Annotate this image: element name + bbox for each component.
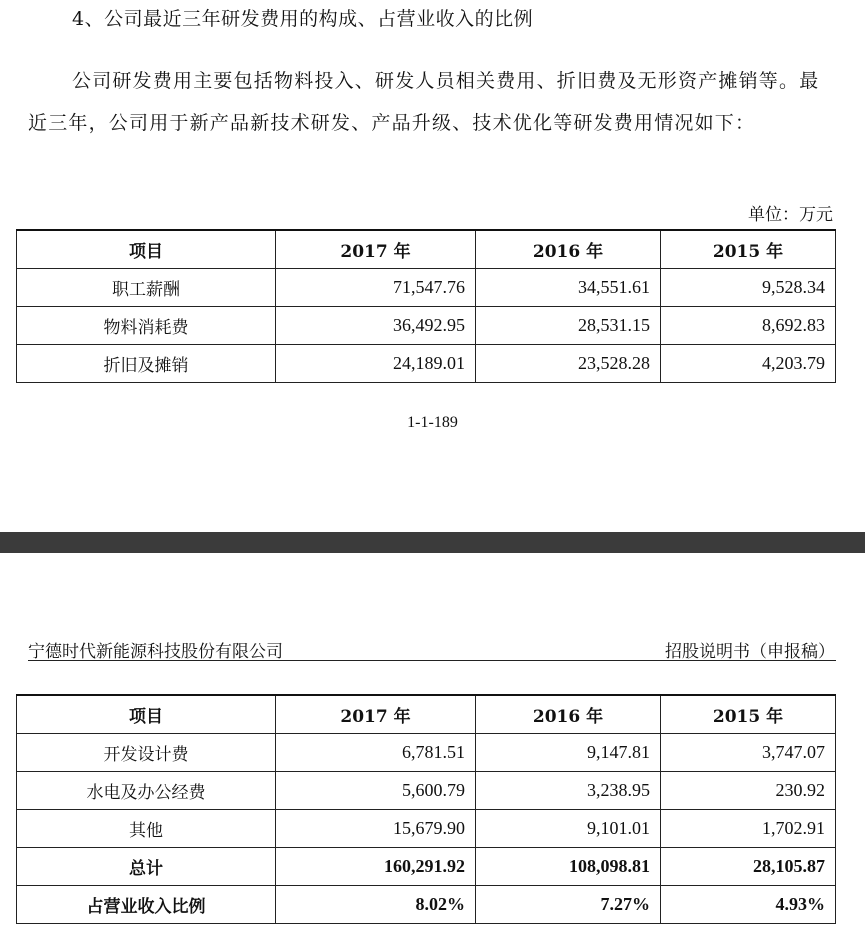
cell-2015: 3,747.07	[661, 734, 836, 772]
revenue-ratio-row	[17, 886, 836, 924]
table-row	[17, 772, 836, 810]
document-type-header: 招股说明书（申报稿）	[665, 642, 835, 662]
header-2016: 2016 年	[476, 230, 661, 269]
row-label: 其他	[17, 810, 276, 848]
total-label: 总计	[17, 848, 276, 886]
cell-2016: 23,528.28	[476, 345, 661, 383]
header-2015: 2015 年	[661, 695, 836, 734]
company-name-header: 宁德时代新能源科技股份有限公司	[28, 642, 283, 662]
cell-2016: 9,147.81	[476, 734, 661, 772]
cell-2015: 1,702.91	[661, 810, 836, 848]
header-rule	[28, 660, 836, 661]
section-heading: 4、公司最近三年研发费用的构成、占营业收入的比例	[72, 8, 534, 30]
unit-label: 单位：万元	[748, 205, 833, 225]
table-header-row	[17, 230, 836, 269]
cell-2016: 34,551.61	[476, 269, 661, 307]
cell-2015: 230.92	[661, 772, 836, 810]
table-header-row	[17, 695, 836, 734]
ratio-2016: 7.27%	[476, 886, 661, 924]
header-2017: 2017 年	[276, 230, 476, 269]
cell-2015: 4,203.79	[661, 345, 836, 383]
paragraph-text: 公司研发费用主要包括物料投入、研发人员相关费用、折旧费及无形资产摊销等。最近三年，公司用于新产品新技术研发、产品升级、技术优化等研发费用情况如下：	[28, 70, 820, 134]
page-number: 1-1-189	[407, 414, 458, 431]
row-label: 职工薪酬	[17, 269, 276, 307]
rd-expense-table-part2	[16, 694, 836, 924]
total-2015: 28,105.87	[661, 848, 836, 886]
row-label: 水电及办公经费	[17, 772, 276, 810]
header-2015: 2015 年	[661, 230, 836, 269]
ratio-2015: 4.93%	[661, 886, 836, 924]
cell-2017: 6,781.51	[276, 734, 476, 772]
table-row	[17, 810, 836, 848]
cell-2017: 71,547.76	[276, 269, 476, 307]
ratio-2017: 8.02%	[276, 886, 476, 924]
header-2016: 2016 年	[476, 695, 661, 734]
header-2017: 2017 年	[276, 695, 476, 734]
cell-2015: 8,692.83	[661, 307, 836, 345]
rd-expense-table-part1	[16, 229, 836, 383]
cell-2017: 5,600.79	[276, 772, 476, 810]
body-paragraph	[28, 60, 836, 144]
total-2016: 108,098.81	[476, 848, 661, 886]
cell-2015: 9,528.34	[661, 269, 836, 307]
table-row	[17, 307, 836, 345]
cell-2017: 24,189.01	[276, 345, 476, 383]
row-label: 物料消耗费	[17, 307, 276, 345]
table-row	[17, 734, 836, 772]
table-row	[17, 345, 836, 383]
ratio-label: 占营业收入比例	[17, 886, 276, 924]
cell-2017: 36,492.95	[276, 307, 476, 345]
header-item: 项目	[17, 695, 276, 734]
total-row	[17, 848, 836, 886]
cell-2016: 9,101.01	[476, 810, 661, 848]
header-item: 项目	[17, 230, 276, 269]
page-separator	[0, 532, 865, 553]
cell-2017: 15,679.90	[276, 810, 476, 848]
cell-2016: 3,238.95	[476, 772, 661, 810]
row-label: 折旧及摊销	[17, 345, 276, 383]
document-page-bottom	[0, 553, 865, 937]
cell-2016: 28,531.15	[476, 307, 661, 345]
row-label: 开发设计费	[17, 734, 276, 772]
table-row	[17, 269, 836, 307]
total-2017: 160,291.92	[276, 848, 476, 886]
